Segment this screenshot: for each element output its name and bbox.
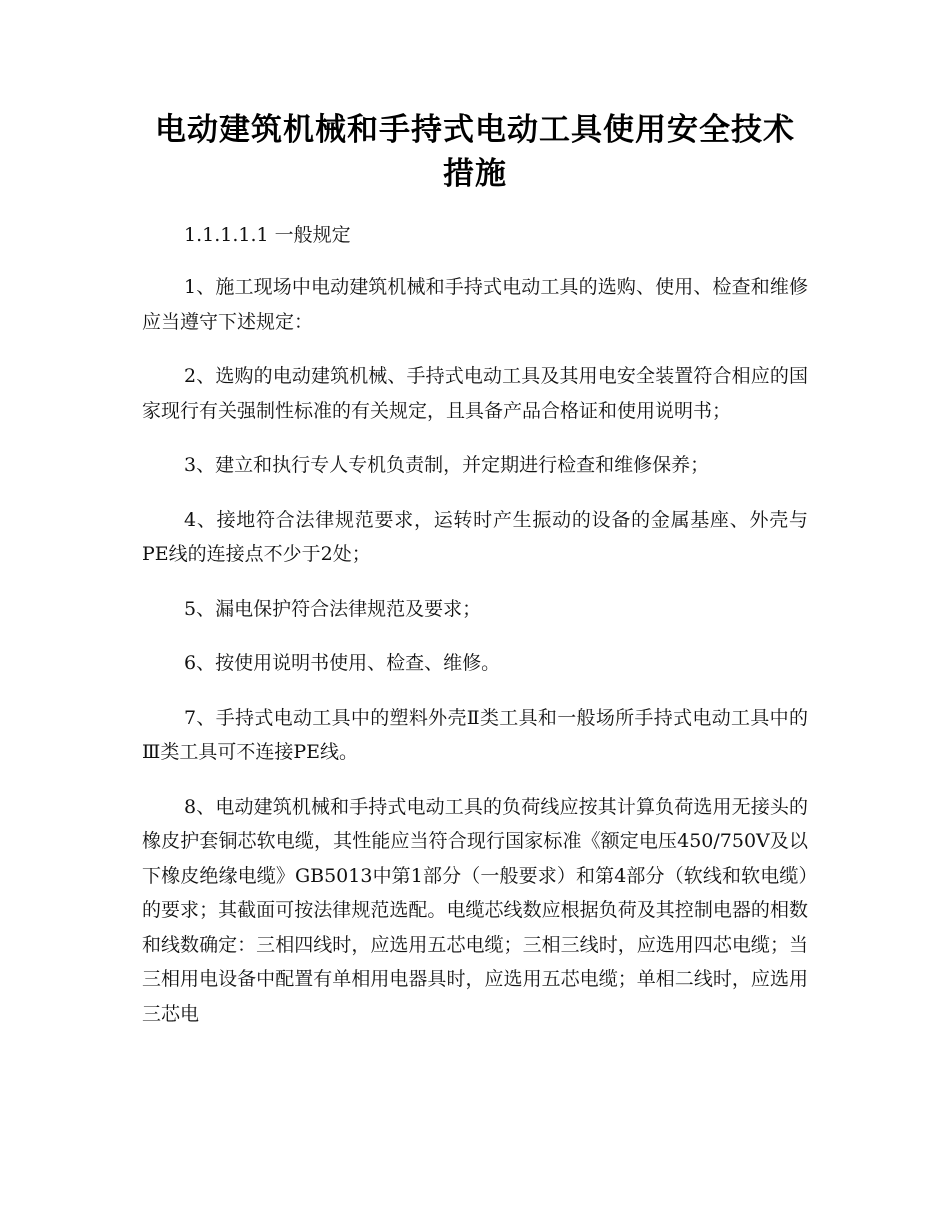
paragraph-2: 2、选购的电动建筑机械、手持式电动工具及其用电安全装置符合相应的国家现行有关强制性标准的有关规定，且具备产品合格证和使用说明书； [142, 365, 808, 422]
paragraph-5: 5、漏电保护符合法律规范及要求； [184, 597, 482, 620]
paragraph-6: 6、按使用说明书使用、检查、维修。 [184, 652, 501, 674]
paragraph-1: 1、施工现场中电动建筑机械和手持式电动工具的选购、使用、检查和维修应当遵守下述规定： [142, 276, 808, 333]
paragraph-3: 3、建立和执行专人专机负责制，并定期进行检查和维修保养； [184, 454, 710, 476]
paragraph-8: 8、电动建筑机械和手持式电动工具的负荷线应按其计算负荷选用无接头的橡皮护套铜芯软电缆，其性能应当符合现行国家标准《额定电压450/750V及以下橡皮绝缘电缆》GB5013中第1部分（一般要求）和第4部分（软线和软电缆）的要求；其截面可按法律规范选配。电缆芯线数应根据负荷及其控制电器的相数和线数确定：三相四线时，应选用五芯电缆；三相三线时，应选用四芯电缆；当三相用电设备中配置有单相用电器具时，应选用五芯电缆；单相二线时，应选用三芯电 [142, 795, 808, 1025]
section-heading: 1.1.1.1.1 一般规定 [184, 224, 351, 246]
document-title: 电动建筑机械和手持式电动工具使用安全技术措施 [155, 112, 795, 192]
paragraph-7: 7、手持式电动工具中的塑料外壳Ⅱ类工具和一般场所手持式电动工具中的Ⅲ类工具可不连接PE线。 [142, 706, 808, 763]
paragraph-4: 4、接地符合法律规范要求，运转时产生振动的设备的金属基座、外壳与PE线的连接点不少于2处； [142, 508, 808, 565]
document-page [142, 108, 808, 1051]
